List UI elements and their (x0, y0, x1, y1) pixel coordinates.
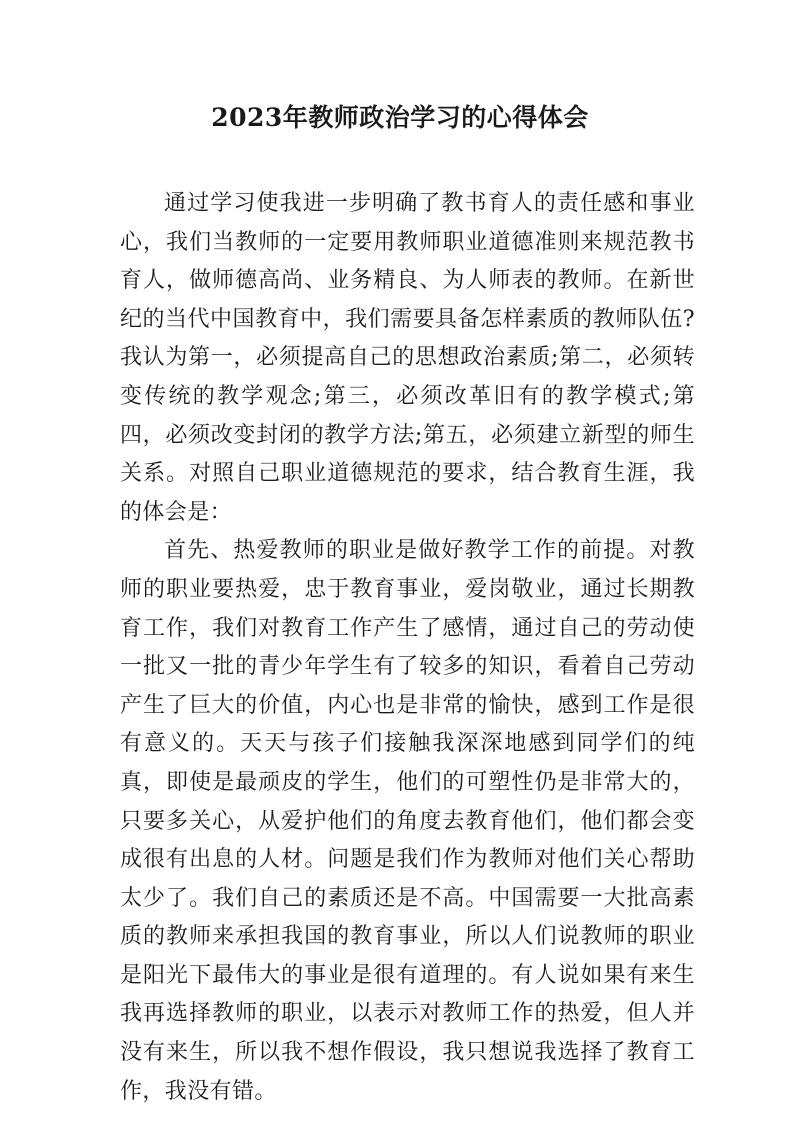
document-title: 2023年教师政治学习的心得体会 (211, 103, 589, 132)
paragraph-2: 首先、热爱教师的职业是做好教学工作的前提。对教师的职业要热爱，忠于教育事业，爱岗敬业，通过长期教育工作，我们对教育工作产生了感情，通过自己的劳动使一批又一批的青少年学生有了较多的知识，看着自己劳动产生了巨大的价值，内心也是非常的愉快，感到工作是很有意义的。天天与孩子们接触我深深地感到同学们的纯真，即使是最顽皮的学生，他们的可塑性仍是非常大的，只要多关心，从爱护他们的角度去教育他们，他们都会变成很有出息的人材。问题是我们作为教师对他们关心帮助太少了。我们自己的素质还是不高。中国需要一大批高素质的教师来承担我国的教育事业，所以人们说教师的职业是阳光下最伟大的事业是很有道理的。有人说如果有来生我再选择教师的职业，以表示对教师工作的热爱，但人并没有来生，所以我不想作假设，我只想说我选择了教育工作，我没有错。 (120, 538, 695, 1104)
document-body (120, 185, 695, 1111)
paragraph-1: 通过学习使我进一步明确了教书育人的责任感和事业心，我们当教师的一定要用教师职业道德准则来规范教书育人，做师德高尚、业务精良、为人师表的教师。在新世纪的当代中国教育中，我们需要具备怎样素质的教师队伍?我认为第一，必须提高自己的思想政治素质;第二，必须转变传统的教学观念;第三，必须改革旧有的教学模式;第四，必须改变封闭的教学方法;第五，必须建立新型的师生关系。对照自己职业道德规范的要求，结合教育生涯，我的体会是： (120, 191, 695, 525)
